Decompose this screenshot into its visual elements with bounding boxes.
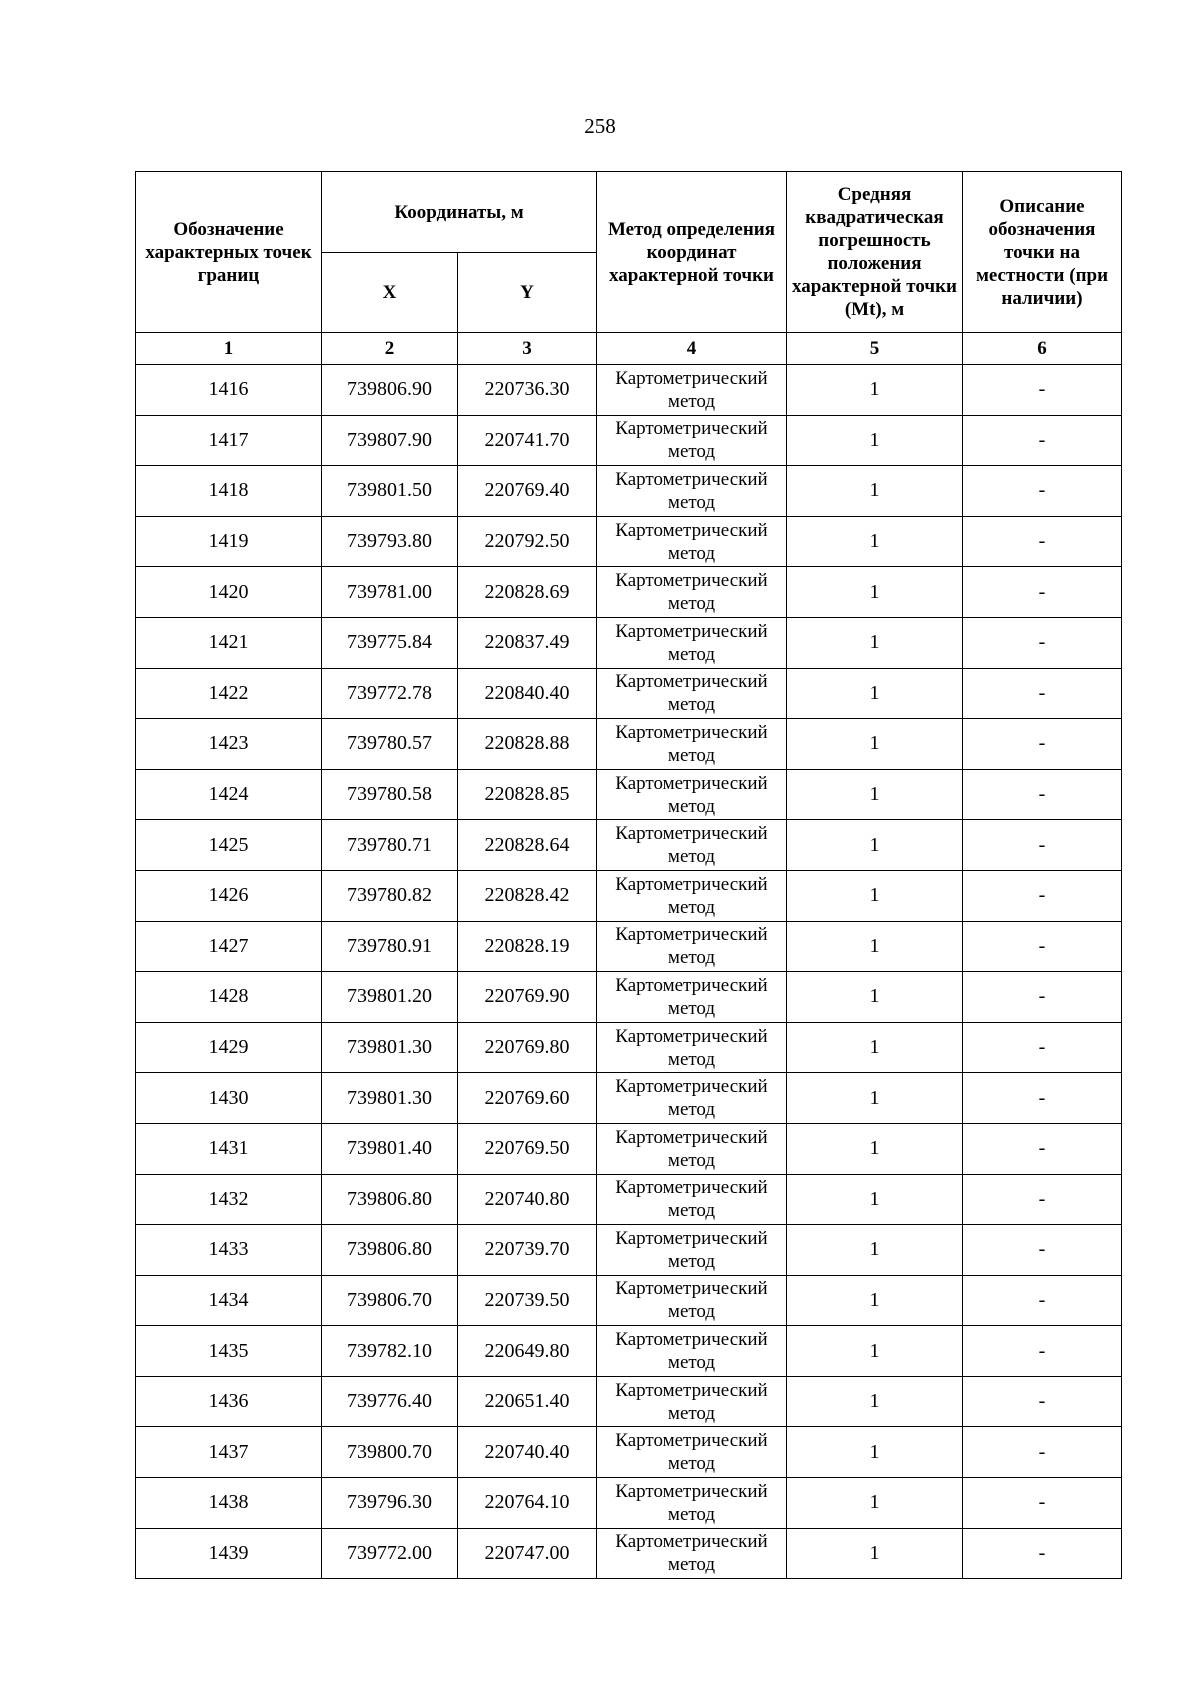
error-cell: 1 bbox=[787, 1275, 963, 1326]
point-id-cell: 1422 bbox=[136, 668, 322, 719]
method-label: метод bbox=[667, 846, 716, 868]
description-cell: - bbox=[963, 1478, 1122, 1529]
method-label: метод bbox=[667, 896, 716, 918]
column-number: 1 bbox=[136, 333, 322, 365]
x-coordinate-cell: 739806.80 bbox=[322, 1174, 458, 1225]
method-label: метод bbox=[667, 1453, 716, 1475]
y-coordinate-cell: 220828.64 bbox=[458, 820, 597, 871]
method-label: метод bbox=[667, 997, 716, 1019]
method-label: метод bbox=[667, 441, 716, 463]
x-coordinate-cell: 739775.84 bbox=[322, 617, 458, 668]
error-cell: 1 bbox=[787, 1123, 963, 1174]
method-label: Картометрический bbox=[615, 1177, 768, 1199]
x-coordinate-cell: 739780.58 bbox=[322, 769, 458, 820]
error-cell: 1 bbox=[787, 365, 963, 416]
method-cell bbox=[597, 617, 787, 668]
description-cell: - bbox=[963, 1225, 1122, 1276]
table-row bbox=[136, 719, 1122, 770]
method-label: метод bbox=[667, 643, 716, 665]
table-row bbox=[136, 1275, 1122, 1326]
method-cell bbox=[597, 820, 787, 871]
point-id-cell: 1426 bbox=[136, 870, 322, 921]
table-row bbox=[136, 617, 1122, 668]
method-label: Картометрический bbox=[615, 570, 768, 592]
method-cell bbox=[597, 668, 787, 719]
error-cell: 1 bbox=[787, 617, 963, 668]
method-label: Картометрический bbox=[615, 468, 768, 490]
method-label: Картометрический bbox=[615, 1076, 768, 1098]
error-cell: 1 bbox=[787, 1427, 963, 1478]
error-cell: 1 bbox=[787, 820, 963, 871]
method-label: метод bbox=[667, 795, 716, 817]
table-row bbox=[136, 516, 1122, 567]
error-cell: 1 bbox=[787, 516, 963, 567]
x-coordinate-cell: 739780.57 bbox=[322, 719, 458, 770]
method-cell bbox=[597, 1528, 787, 1579]
column-number: 3 bbox=[458, 333, 597, 365]
y-coordinate-cell: 220739.50 bbox=[458, 1275, 597, 1326]
table-row bbox=[136, 1123, 1122, 1174]
method-label: метод bbox=[667, 1048, 716, 1070]
method-label: Картометрический bbox=[615, 721, 768, 743]
header-method: Метод определения координат характерной точки bbox=[597, 172, 787, 333]
point-id-cell: 1439 bbox=[136, 1528, 322, 1579]
y-coordinate-cell: 220769.50 bbox=[458, 1123, 597, 1174]
y-coordinate-cell: 220828.85 bbox=[458, 769, 597, 820]
x-coordinate-cell: 739776.40 bbox=[322, 1376, 458, 1427]
y-coordinate-cell: 220828.88 bbox=[458, 719, 597, 770]
error-cell: 1 bbox=[787, 1225, 963, 1276]
method-label: метод bbox=[667, 1402, 716, 1424]
method-label: метод bbox=[667, 1352, 716, 1374]
method-cell bbox=[597, 415, 787, 466]
column-number: 5 bbox=[787, 333, 963, 365]
method-label: метод bbox=[667, 1200, 716, 1222]
coordinates-table bbox=[135, 171, 1122, 1579]
method-label: метод bbox=[667, 1503, 716, 1525]
point-id-cell: 1424 bbox=[136, 769, 322, 820]
error-cell: 1 bbox=[787, 769, 963, 820]
x-coordinate-cell: 739806.70 bbox=[322, 1275, 458, 1326]
point-id-cell: 1416 bbox=[136, 365, 322, 416]
method-label: метод bbox=[667, 1149, 716, 1171]
x-coordinate-cell: 739806.80 bbox=[322, 1225, 458, 1276]
point-id-cell: 1428 bbox=[136, 972, 322, 1023]
description-cell: - bbox=[963, 516, 1122, 567]
x-coordinate-cell: 739772.78 bbox=[322, 668, 458, 719]
method-label: метод bbox=[667, 390, 716, 412]
y-coordinate-cell: 220769.40 bbox=[458, 466, 597, 517]
method-label: Картометрический bbox=[615, 418, 768, 440]
point-id-cell: 1429 bbox=[136, 1022, 322, 1073]
y-coordinate-cell: 220736.30 bbox=[458, 365, 597, 416]
table-row bbox=[136, 769, 1122, 820]
table-row bbox=[136, 1478, 1122, 1529]
header-coordinates: Координаты, м bbox=[322, 172, 597, 253]
point-id-cell: 1433 bbox=[136, 1225, 322, 1276]
description-cell: - bbox=[963, 1528, 1122, 1579]
method-label: Картометрический bbox=[615, 1430, 768, 1452]
method-label: Картометрический bbox=[615, 1531, 768, 1553]
method-label: Картометрический bbox=[615, 367, 768, 389]
x-coordinate-cell: 739801.40 bbox=[322, 1123, 458, 1174]
method-label: Картометрический bbox=[615, 1480, 768, 1502]
table-row bbox=[136, 668, 1122, 719]
method-label: Картометрический bbox=[615, 1278, 768, 1300]
y-coordinate-cell: 220747.00 bbox=[458, 1528, 597, 1579]
method-cell bbox=[597, 516, 787, 567]
method-label: Картометрический bbox=[615, 671, 768, 693]
method-label: Картометрический bbox=[615, 772, 768, 794]
point-id-cell: 1435 bbox=[136, 1326, 322, 1377]
header-description: Описание обозначения точки на местности (при наличии) bbox=[963, 172, 1122, 333]
method-label: метод bbox=[667, 744, 716, 766]
method-cell bbox=[597, 567, 787, 618]
method-cell bbox=[597, 1275, 787, 1326]
table-row bbox=[136, 1174, 1122, 1225]
y-coordinate-cell: 220792.50 bbox=[458, 516, 597, 567]
method-label: Картометрический bbox=[615, 1126, 768, 1148]
description-cell: - bbox=[963, 365, 1122, 416]
x-coordinate-cell: 739801.20 bbox=[322, 972, 458, 1023]
description-cell: - bbox=[963, 1073, 1122, 1124]
method-cell bbox=[597, 870, 787, 921]
method-cell bbox=[597, 921, 787, 972]
point-id-cell: 1425 bbox=[136, 820, 322, 871]
header-designation: Обозначение характерных точек границ bbox=[136, 172, 322, 333]
description-cell: - bbox=[963, 1174, 1122, 1225]
method-cell bbox=[597, 466, 787, 517]
table-row bbox=[136, 1326, 1122, 1377]
x-coordinate-cell: 739780.82 bbox=[322, 870, 458, 921]
y-coordinate-cell: 220740.40 bbox=[458, 1427, 597, 1478]
method-cell bbox=[597, 719, 787, 770]
method-label: метод bbox=[667, 1554, 716, 1576]
method-label: Картометрический bbox=[615, 1379, 768, 1401]
table-row bbox=[136, 365, 1122, 416]
description-cell: - bbox=[963, 1326, 1122, 1377]
x-coordinate-cell: 739782.10 bbox=[322, 1326, 458, 1377]
method-label: Картометрический bbox=[615, 1329, 768, 1351]
error-cell: 1 bbox=[787, 567, 963, 618]
description-cell: - bbox=[963, 1427, 1122, 1478]
description-cell: - bbox=[963, 466, 1122, 517]
y-coordinate-cell: 220828.19 bbox=[458, 921, 597, 972]
description-cell: - bbox=[963, 567, 1122, 618]
method-label: Картометрический bbox=[615, 924, 768, 946]
error-cell: 1 bbox=[787, 1376, 963, 1427]
y-coordinate-cell: 220828.69 bbox=[458, 567, 597, 618]
column-number: 4 bbox=[597, 333, 787, 365]
description-cell: - bbox=[963, 921, 1122, 972]
y-coordinate-cell: 220769.60 bbox=[458, 1073, 597, 1124]
error-cell: 1 bbox=[787, 1022, 963, 1073]
method-label: Картометрический bbox=[615, 823, 768, 845]
error-cell: 1 bbox=[787, 1073, 963, 1124]
x-coordinate-cell: 739796.30 bbox=[322, 1478, 458, 1529]
column-number-row bbox=[136, 333, 1122, 365]
method-cell bbox=[597, 1073, 787, 1124]
y-coordinate-cell: 220741.70 bbox=[458, 415, 597, 466]
x-coordinate-cell: 739800.70 bbox=[322, 1427, 458, 1478]
method-cell bbox=[597, 1123, 787, 1174]
table-row bbox=[136, 415, 1122, 466]
header-x: X bbox=[322, 253, 458, 333]
x-coordinate-cell: 739780.91 bbox=[322, 921, 458, 972]
point-id-cell: 1437 bbox=[136, 1427, 322, 1478]
x-coordinate-cell: 739801.30 bbox=[322, 1073, 458, 1124]
error-cell: 1 bbox=[787, 719, 963, 770]
table-row bbox=[136, 870, 1122, 921]
method-label: Картометрический bbox=[615, 1227, 768, 1249]
point-id-cell: 1423 bbox=[136, 719, 322, 770]
error-cell: 1 bbox=[787, 1528, 963, 1579]
method-cell bbox=[597, 1427, 787, 1478]
method-label: метод bbox=[667, 491, 716, 513]
method-cell bbox=[597, 1326, 787, 1377]
method-cell bbox=[597, 1225, 787, 1276]
point-id-cell: 1427 bbox=[136, 921, 322, 972]
error-cell: 1 bbox=[787, 466, 963, 517]
x-coordinate-cell: 739781.00 bbox=[322, 567, 458, 618]
description-cell: - bbox=[963, 820, 1122, 871]
error-cell: 1 bbox=[787, 1478, 963, 1529]
y-coordinate-cell: 220840.40 bbox=[458, 668, 597, 719]
y-coordinate-cell: 220828.42 bbox=[458, 870, 597, 921]
error-cell: 1 bbox=[787, 921, 963, 972]
method-label: метод bbox=[667, 947, 716, 969]
x-coordinate-cell: 739772.00 bbox=[322, 1528, 458, 1579]
description-cell: - bbox=[963, 1123, 1122, 1174]
table-row bbox=[136, 1427, 1122, 1478]
error-cell: 1 bbox=[787, 415, 963, 466]
point-id-cell: 1438 bbox=[136, 1478, 322, 1529]
y-coordinate-cell: 220740.80 bbox=[458, 1174, 597, 1225]
point-id-cell: 1430 bbox=[136, 1073, 322, 1124]
error-cell: 1 bbox=[787, 870, 963, 921]
table-row bbox=[136, 921, 1122, 972]
method-label: Картометрический bbox=[615, 974, 768, 996]
x-coordinate-cell: 739801.50 bbox=[322, 466, 458, 517]
description-cell: - bbox=[963, 1275, 1122, 1326]
y-coordinate-cell: 220769.80 bbox=[458, 1022, 597, 1073]
error-cell: 1 bbox=[787, 1174, 963, 1225]
point-id-cell: 1418 bbox=[136, 466, 322, 517]
point-id-cell: 1436 bbox=[136, 1376, 322, 1427]
description-cell: - bbox=[963, 1022, 1122, 1073]
x-coordinate-cell: 739807.90 bbox=[322, 415, 458, 466]
table-row bbox=[136, 972, 1122, 1023]
method-cell bbox=[597, 1478, 787, 1529]
error-cell: 1 bbox=[787, 972, 963, 1023]
x-coordinate-cell: 739801.30 bbox=[322, 1022, 458, 1073]
method-label: метод bbox=[667, 1099, 716, 1121]
table-row bbox=[136, 1376, 1122, 1427]
method-label: Картометрический bbox=[615, 873, 768, 895]
description-cell: - bbox=[963, 617, 1122, 668]
method-cell bbox=[597, 1376, 787, 1427]
method-label: Картометрический bbox=[615, 519, 768, 541]
y-coordinate-cell: 220651.40 bbox=[458, 1376, 597, 1427]
table-row bbox=[136, 820, 1122, 871]
column-number: 6 bbox=[963, 333, 1122, 365]
y-coordinate-cell: 220739.70 bbox=[458, 1225, 597, 1276]
x-coordinate-cell: 739780.71 bbox=[322, 820, 458, 871]
method-cell bbox=[597, 769, 787, 820]
method-label: метод bbox=[667, 694, 716, 716]
x-coordinate-cell: 739806.90 bbox=[322, 365, 458, 416]
point-id-cell: 1432 bbox=[136, 1174, 322, 1225]
point-id-cell: 1421 bbox=[136, 617, 322, 668]
table-row bbox=[136, 567, 1122, 618]
method-cell bbox=[597, 1174, 787, 1225]
header-error: Средняя квадратическая погрешность положения характерной точки (Mt), м bbox=[787, 172, 963, 333]
page-number: 258 bbox=[584, 114, 616, 138]
description-cell: - bbox=[963, 870, 1122, 921]
description-cell: - bbox=[963, 769, 1122, 820]
point-id-cell: 1431 bbox=[136, 1123, 322, 1174]
method-label: метод bbox=[667, 593, 716, 615]
x-coordinate-cell: 739793.80 bbox=[322, 516, 458, 567]
point-id-cell: 1434 bbox=[136, 1275, 322, 1326]
method-cell bbox=[597, 1022, 787, 1073]
y-coordinate-cell: 220769.90 bbox=[458, 972, 597, 1023]
method-cell bbox=[597, 365, 787, 416]
point-id-cell: 1417 bbox=[136, 415, 322, 466]
description-cell: - bbox=[963, 972, 1122, 1023]
description-cell: - bbox=[963, 1376, 1122, 1427]
error-cell: 1 bbox=[787, 1326, 963, 1377]
table-row bbox=[136, 1022, 1122, 1073]
y-coordinate-cell: 220649.80 bbox=[458, 1326, 597, 1377]
description-cell: - bbox=[963, 668, 1122, 719]
method-label: метод bbox=[667, 1250, 716, 1272]
method-label: метод bbox=[667, 542, 716, 564]
description-cell: - bbox=[963, 415, 1122, 466]
header-y: Y bbox=[458, 253, 597, 333]
error-cell: 1 bbox=[787, 668, 963, 719]
table-row bbox=[136, 1073, 1122, 1124]
y-coordinate-cell: 220837.49 bbox=[458, 617, 597, 668]
method-cell bbox=[597, 972, 787, 1023]
table-row bbox=[136, 466, 1122, 517]
y-coordinate-cell: 220764.10 bbox=[458, 1478, 597, 1529]
description-cell: - bbox=[963, 719, 1122, 770]
method-label: Картометрический bbox=[615, 1025, 768, 1047]
method-label: Картометрический bbox=[615, 620, 768, 642]
column-number: 2 bbox=[322, 333, 458, 365]
table-row bbox=[136, 1225, 1122, 1276]
table-row bbox=[136, 1528, 1122, 1579]
method-label: метод bbox=[667, 1301, 716, 1323]
point-id-cell: 1419 bbox=[136, 516, 322, 567]
point-id-cell: 1420 bbox=[136, 567, 322, 618]
